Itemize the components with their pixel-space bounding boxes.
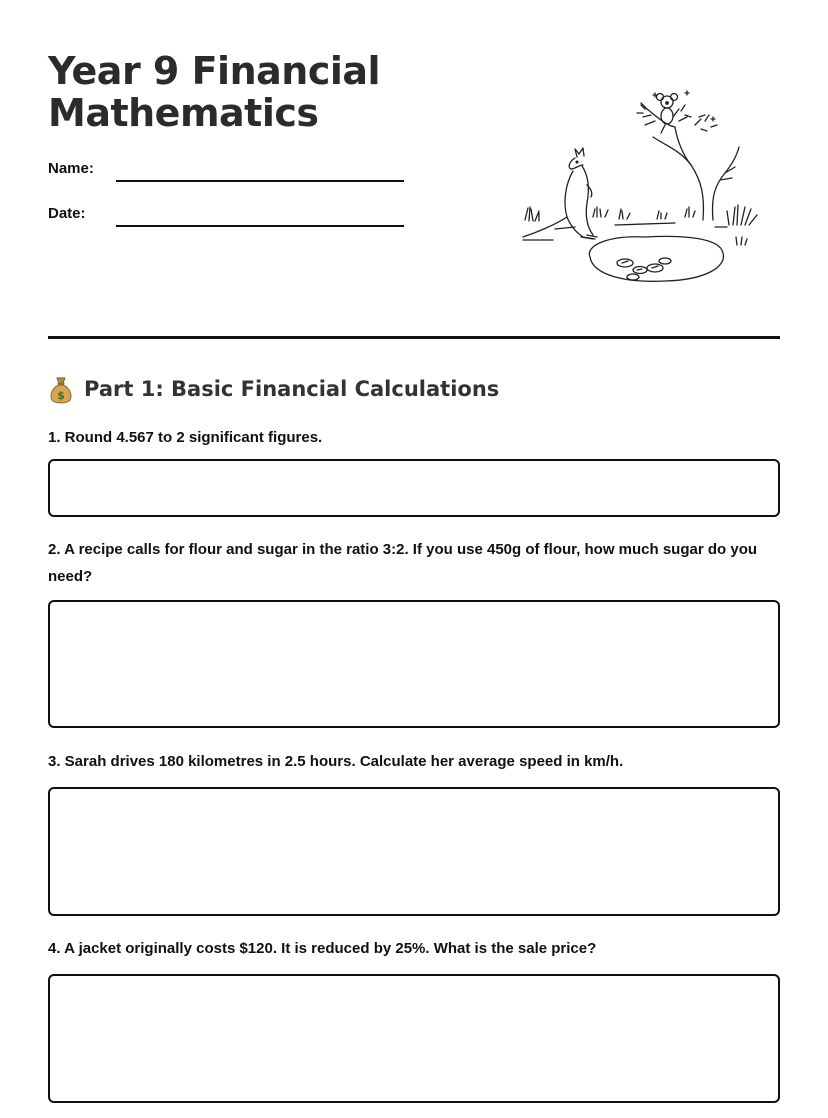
question-1-text: 1. Round 4.567 to 2 significant figures. bbox=[48, 429, 323, 446]
answer-box-3[interactable] bbox=[48, 787, 780, 916]
section-title-text: Part 1: Basic Financial Calculations bbox=[84, 377, 500, 401]
question-2-text: 2. A recipe calls for flour and sugar in the ratio 3:2. If you use 450g of flour, how much sugar do you need? bbox=[48, 541, 758, 585]
title-line-2: Mathematics bbox=[48, 91, 319, 135]
answer-box-4[interactable] bbox=[48, 974, 780, 1103]
section-title bbox=[48, 374, 499, 404]
question-4-text: 4. A jacket originally costs $120. It is reduced by 25%. What is the sale price? bbox=[48, 940, 597, 957]
kangaroo-koala-illustration bbox=[515, 85, 780, 295]
header-divider bbox=[48, 336, 780, 339]
page-title bbox=[48, 50, 380, 134]
name-label: Name: bbox=[48, 160, 94, 177]
date-field[interactable] bbox=[116, 225, 404, 227]
svg-text:$: $ bbox=[57, 389, 65, 402]
answer-box-1[interactable] bbox=[48, 459, 780, 517]
money-bag-icon bbox=[48, 374, 74, 404]
name-field[interactable] bbox=[116, 180, 404, 182]
answer-box-2[interactable] bbox=[48, 600, 780, 728]
title-line-1: Year 9 Financial bbox=[48, 49, 381, 93]
date-label: Date: bbox=[48, 205, 86, 222]
question-3-text: 3. Sarah drives 180 kilometres in 2.5 hours. Calculate her average speed in km/h. bbox=[48, 753, 624, 770]
